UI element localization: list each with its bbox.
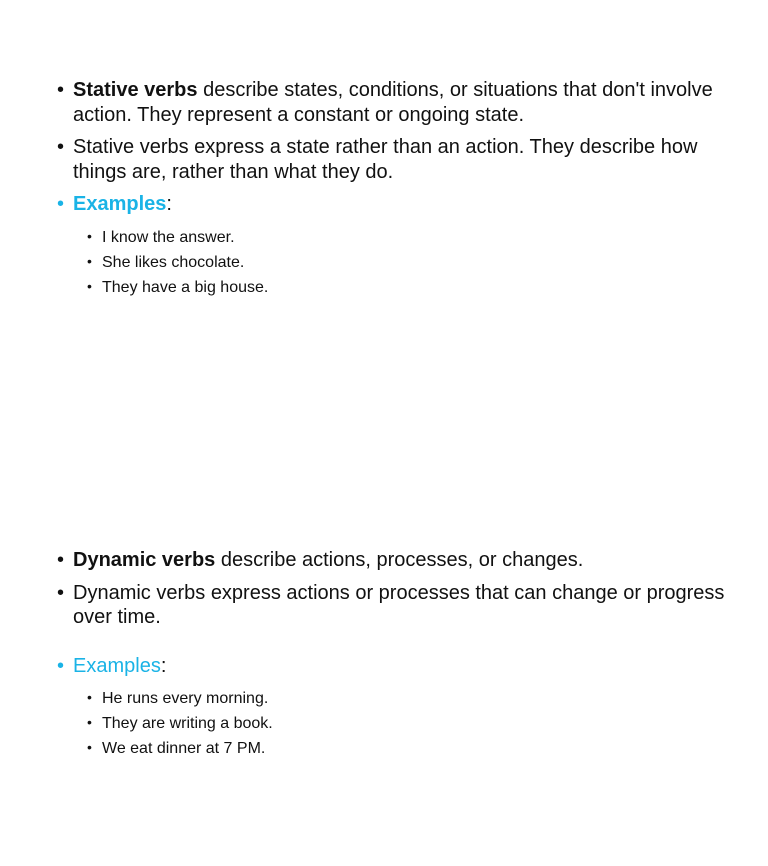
dynamic-example-item xyxy=(0,736,768,761)
bullet-dot: • xyxy=(57,654,65,677)
stative-explanation-bullet xyxy=(0,135,768,184)
dynamic-example-text: He runs every morning. xyxy=(102,690,269,707)
dynamic-verbs-section xyxy=(0,548,768,761)
dynamic-explanation-text: Dynamic verbs express actions or processes that can change or progress over time. xyxy=(73,581,725,628)
dynamic-example-text: They are writing a book. xyxy=(102,715,273,732)
sub-bullet-dot: • xyxy=(87,252,92,269)
dynamic-intro-text: describe actions, processes, or changes. xyxy=(215,549,584,571)
stative-example-text: I know the answer. xyxy=(102,228,235,246)
section-spacer xyxy=(0,638,768,654)
stative-example-text: She likes chocolate. xyxy=(102,253,245,271)
bullet-dot: • xyxy=(57,193,65,215)
stative-example-item xyxy=(0,275,768,300)
bullet-dot: • xyxy=(57,79,65,101)
bullet-dot: • xyxy=(57,136,65,158)
stative-examples-label: Examples xyxy=(73,193,167,215)
bullet-dot: • xyxy=(57,581,65,604)
sub-bullet-dot: • xyxy=(87,739,92,755)
stative-example-item xyxy=(0,225,768,250)
stative-intro-text: describe states, conditions, or situations that don't involve action. They represent a constant or ongoing state. xyxy=(73,79,713,126)
examples-colon: : xyxy=(166,193,172,215)
dynamic-intro-bullet xyxy=(0,548,768,573)
stative-verbs-section xyxy=(0,78,768,300)
dynamic-term: Dynamic verbs xyxy=(73,549,216,571)
sub-bullet-dot: • xyxy=(87,714,92,730)
stative-term: Stative verbs xyxy=(73,79,198,101)
bullet-dot: • xyxy=(57,549,65,571)
examples-colon: : xyxy=(160,654,167,677)
dynamic-examples-label: Examples xyxy=(73,654,161,677)
sub-bullet-dot: • xyxy=(87,277,92,294)
dynamic-example-item xyxy=(0,711,768,736)
dynamic-examples-bullet xyxy=(0,654,768,679)
stative-examples-bullet xyxy=(0,192,768,217)
stative-example-item xyxy=(0,250,768,275)
dynamic-explanation-bullet xyxy=(0,581,768,630)
stative-intro-bullet xyxy=(0,78,768,127)
stative-example-text: They have a big house. xyxy=(102,278,269,296)
dynamic-example-item xyxy=(0,686,768,711)
dynamic-example-text: We eat dinner at 7 PM. xyxy=(102,740,266,757)
sub-bullet-dot: • xyxy=(87,227,92,244)
sub-bullet-dot: • xyxy=(87,689,92,705)
stative-explanation-text: Stative verbs express a state rather than an action. They describe how things are, rather than what they do. xyxy=(73,136,698,183)
